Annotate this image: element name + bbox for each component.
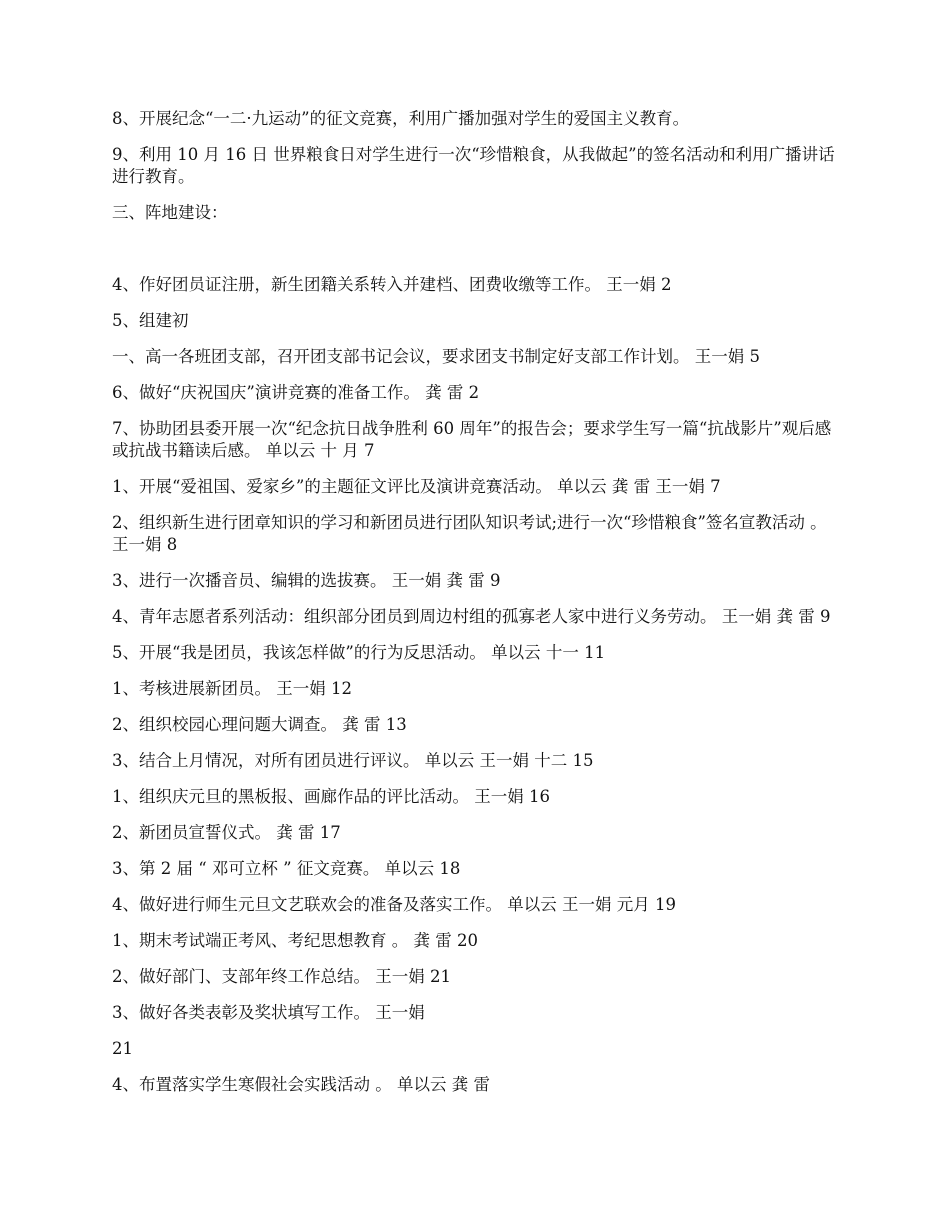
paragraph-oct-item-3: 3、进行一次播音员、编辑的选拔赛。 王一娟 龚 雷 9 bbox=[112, 571, 501, 590]
paragraph-item-7-report: 7、协助团县委开展一次“纪念抗日战争胜利 60 周年”的报告会；要求学生写一篇“抗战影片”观后感或抗战书籍读后感。 单以云 十 月 7 bbox=[112, 419, 832, 460]
paragraph-nov-item-1: 1、考核进展新团员。 王一娟 12 bbox=[112, 679, 352, 698]
paragraph-page-number: 21 bbox=[112, 1039, 133, 1058]
paragraph-oct-item-4: 4、青年志愿者系列活动：组织部分团员到周边村组的孤寡老人家中进行义务劳动。 王一娟 龚 雷 9 bbox=[112, 607, 831, 626]
paragraph-jan-item-3: 3、做好各类表彰及奖状填写工作。 王一娟 bbox=[112, 1003, 425, 1022]
blank-gap bbox=[112, 238, 842, 274]
paragraph-dec-item-4: 4、做好进行师生元旦文艺联欢会的准备及落实工作。 单以云 王一娟 元月 19 bbox=[112, 895, 676, 914]
paragraph-item-8-essay: 8、开展纪念“一二·九运动”的征文竞赛，利用广播加强对学生的爱国主义教育。 bbox=[112, 109, 690, 128]
paragraph-dec-item-3: 3、第 2 届 “ 邓可立杯 ” 征文竞赛。 单以云 18 bbox=[112, 859, 461, 878]
paragraph-jan-item-2: 2、做好部门、支部年终工作总结。 王一娟 21 bbox=[112, 967, 451, 986]
paragraph-oct-item-1: 1、开展“爱祖国、爱家乡”的主题征文评比及演讲竞赛活动。 单以云 龚 雷 王一娟 7 bbox=[112, 477, 721, 496]
paragraph-item-5-setup: 5、组建初 bbox=[112, 311, 189, 330]
section-heading-3: 三、阵地建设： bbox=[112, 203, 228, 222]
paragraph-dec-item-2: 2、新团员宣誓仪式。 龚 雷 17 bbox=[112, 823, 341, 842]
paragraph-item-9-food-day: 9、利用 10 月 16 日 世界粮食日对学生进行一次“珍惜粮食，从我做起”的签名活动和利用广播讲话进行教育。 bbox=[112, 145, 835, 186]
paragraph-oct-item-5: 5、开展“我是团员，我该怎样做”的行为反思活动。 单以云 十一 11 bbox=[112, 643, 606, 662]
paragraph-jan-item-1: 1、期末考试端正考风、考纪思想教育 。 龚 雷 20 bbox=[112, 931, 478, 950]
document-page bbox=[112, 108, 842, 1110]
paragraph-dec-item-1: 1、组织庆元旦的黑板报、画廊作品的评比活动。 王一娟 16 bbox=[112, 787, 550, 806]
paragraph-item-4-registration: 4、作好团员证注册，新生团籍关系转入并建档、团费收缴等工作。 王一娟 2 bbox=[112, 275, 672, 294]
paragraph-nov-item-3: 3、结合上月情况，对所有团员进行评议。 单以云 王一娟 十二 15 bbox=[112, 751, 594, 770]
paragraph-section-1: 一、高一各班团支部，召开团支部书记会议，要求团支书制定好支部工作计划。 王一娟 5 bbox=[112, 347, 760, 366]
paragraph-oct-item-2: 2、组织新生进行团章知识的学习和新团员进行团队知识考试;进行一次“珍惜粮食”签名宣教活动 。 王一娟 8 bbox=[112, 513, 827, 554]
paragraph-item-6-national-day: 6、做好“庆祝国庆”演讲竞赛的准备工作。 龚 雷 2 bbox=[112, 383, 480, 402]
paragraph-jan-item-4: 4、布置落实学生寒假社会实践活动 。 单以云 龚 雷 bbox=[112, 1075, 490, 1094]
paragraph-nov-item-2: 2、组织校园心理问题大调查。 龚 雷 13 bbox=[112, 715, 407, 734]
